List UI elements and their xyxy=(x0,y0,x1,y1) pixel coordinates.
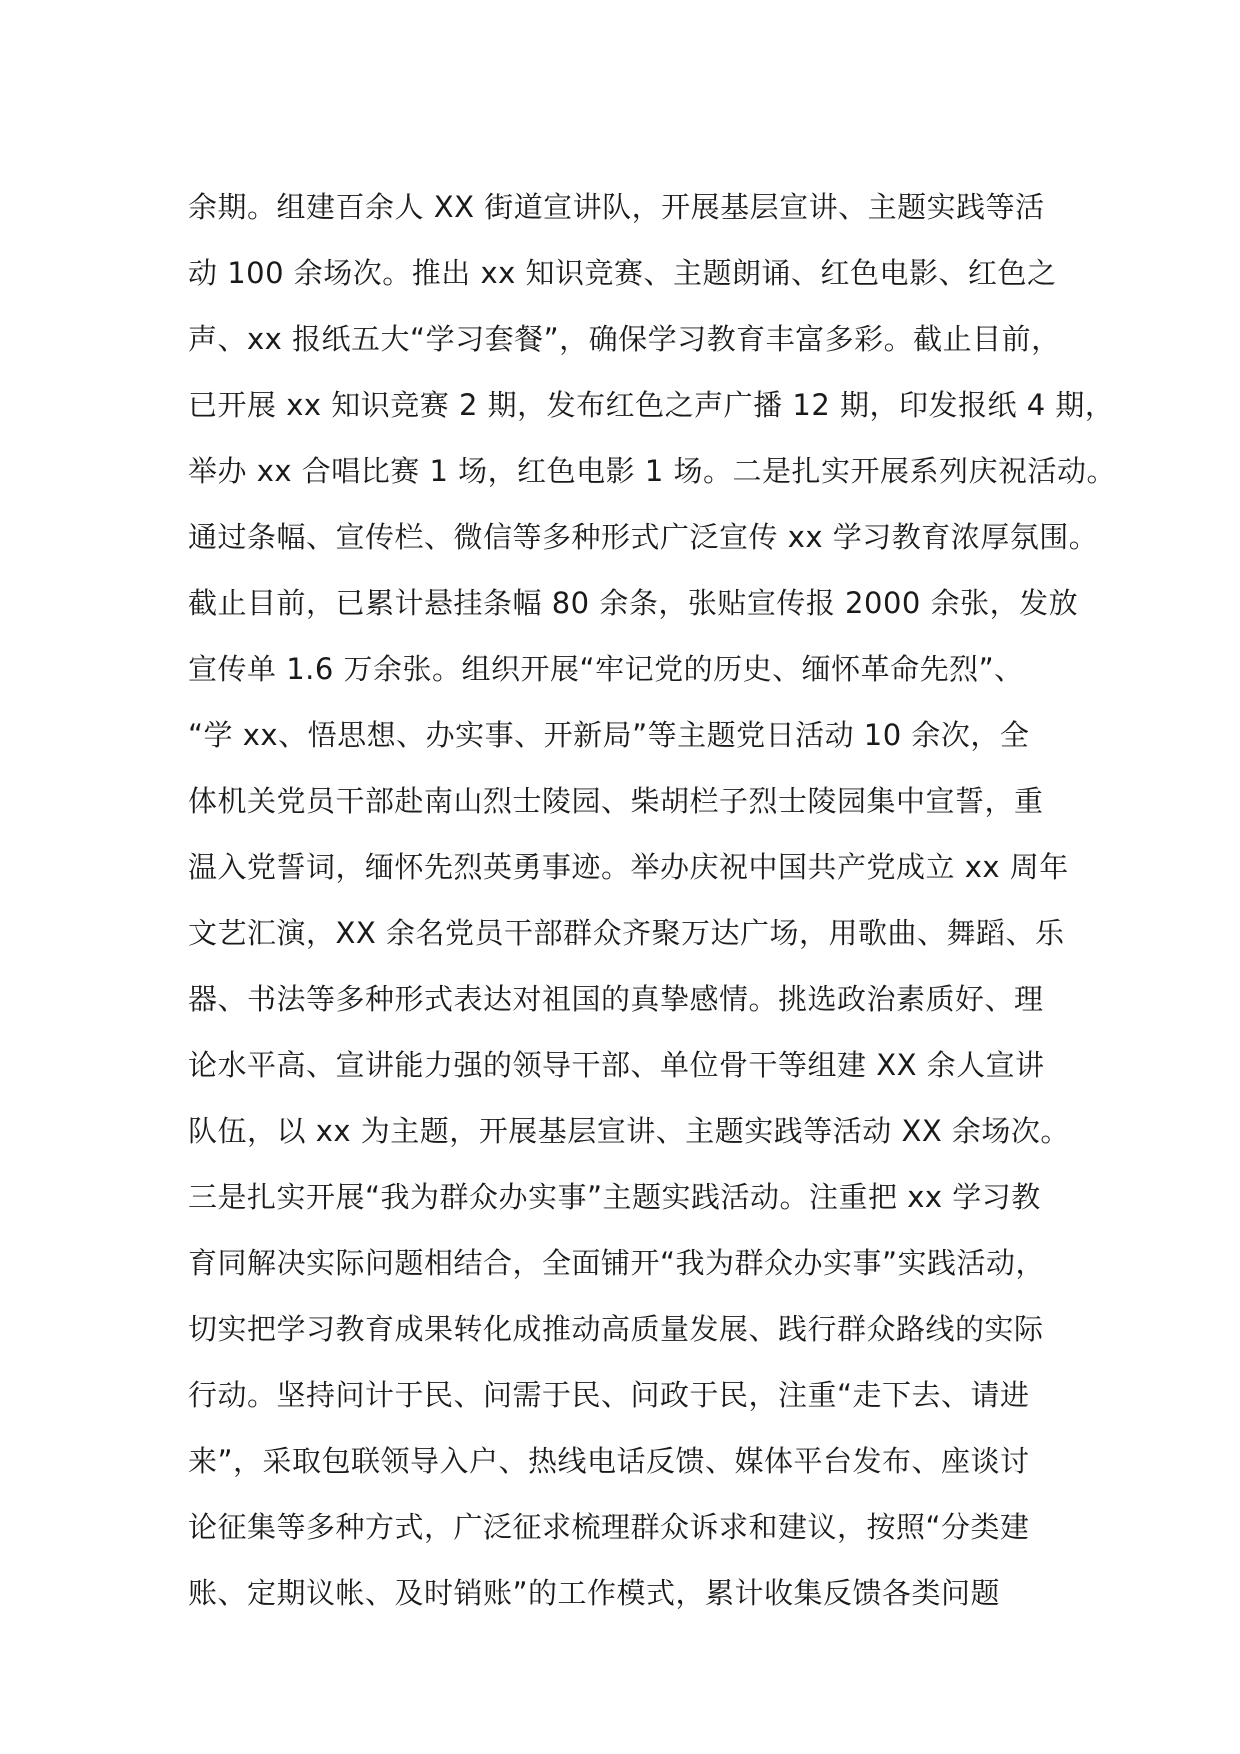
text-line: 声、xx 报纸五大“学习套餐”，确保学习教育丰富多彩。截止目前， xyxy=(188,322,1061,356)
text-line: 截止目前，已累计悬挂条幅 80 余条，张贴宣传报 2000 余张，发放 xyxy=(188,586,1079,620)
text-line: 队伍，以 xx 为主题，开展基层宣讲、主题实践等活动 XX 余场次。 xyxy=(188,1114,1070,1148)
text-line: 切实把学习教育成果转化成推动高质量发展、践行群众路线的实际 xyxy=(188,1312,1044,1346)
text-line: 育同解决实际问题相结合，全面铺开“我为群众办实事”实践活动， xyxy=(188,1246,1046,1280)
text-line: 三是扎实开展“我为群众办实事”主题实践活动。注重把 xx 学习教 xyxy=(188,1180,1041,1214)
text-line: 论征集等多种方式，广泛征求梳理群众诉求和建议，按照“分类建 xyxy=(188,1510,1030,1544)
text-line: 行动。坚持问计于民、问需于民、问政于民，注重“走下去、请进 xyxy=(188,1378,1030,1412)
text-line: 器、书法等多种形式表达对祖国的真挚感情。挑选政治素质好、理 xyxy=(188,982,1044,1016)
text-line: 动 100 余场次。推出 xx 知识竞赛、主题朗诵、红色电影、红色之 xyxy=(188,256,1057,290)
text-line: 宣传单 1.6 万余张。组织开展“牢记党的历史、缅怀革命先烈”、 xyxy=(188,652,1024,686)
text-line: 体机关党员干部赴南山烈士陵园、柴胡栏子烈士陵园集中宣誓，重 xyxy=(188,784,1044,818)
text-line: 文艺汇演，XX 余名党员干部群众齐聚万达广场，用歌曲、舞蹈、乐 xyxy=(188,916,1065,950)
text-line: “学 xx、悟思想、办实事、开新局”等主题党日活动 10 余次，全 xyxy=(188,718,1030,752)
text-line: 温入党誓词，缅怀先烈英勇事迹。举办庆祝中国共产党成立 xx 周年 xyxy=(188,850,1069,884)
text-line: 来”，采取包联领导入户、热线电话反馈、媒体平台发布、座谈讨 xyxy=(188,1444,1030,1478)
text-line: 账、定期议帐、及时销账”的工作模式，累计收集反馈各类问题 xyxy=(188,1576,1001,1610)
text-line: 余期。组建百余人 XX 街道宣讲队，开展基层宣讲、主题实践等活 xyxy=(188,190,1045,224)
text-line: 论水平高、宣讲能力强的领导干部、单位骨干等组建 XX 余人宣讲 xyxy=(188,1048,1045,1082)
text-line: 通过条幅、宣传栏、微信等多种形式广泛宣传 xx 学习教育浓厚氛围。 xyxy=(188,520,1099,554)
text-line: 已开展 xx 知识竞赛 2 期，发布红色之声广播 12 期，印发报纸 4 期， xyxy=(188,388,1115,422)
text-line: 举办 xx 合唱比赛 1 场，红色电影 1 场。二是扎实开展系列庆祝活动。 xyxy=(188,454,1117,488)
body-paragraph xyxy=(188,174,1117,1626)
